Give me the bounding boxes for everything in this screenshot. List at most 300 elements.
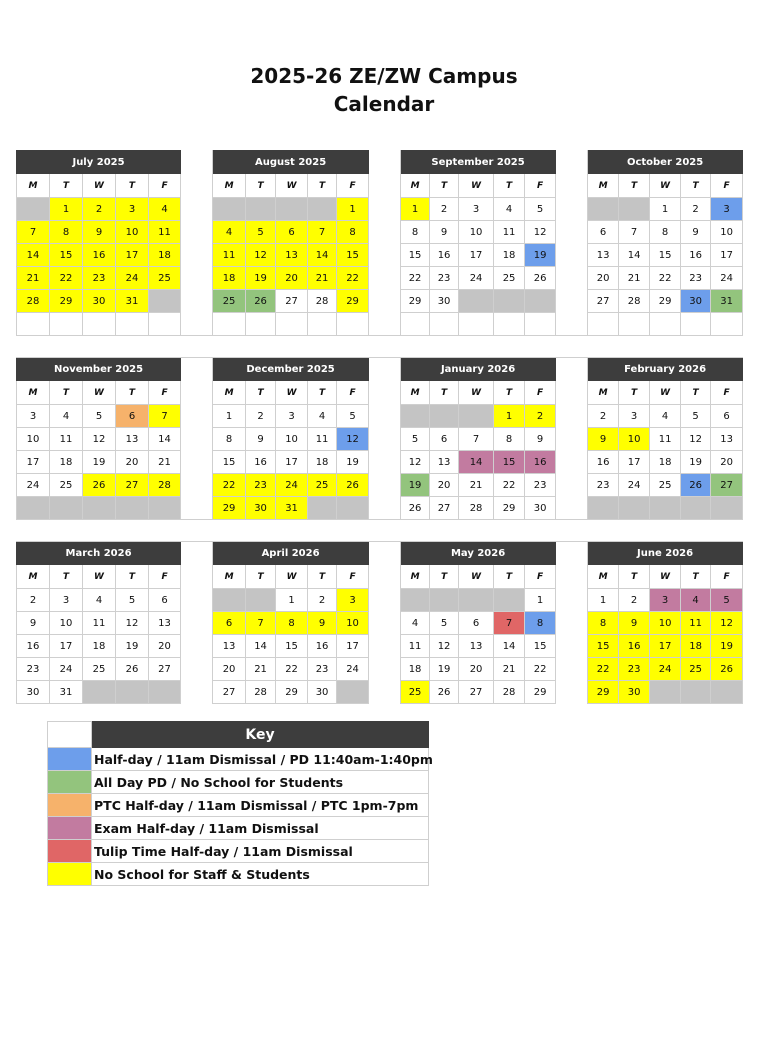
weekday-label: F (337, 565, 369, 589)
day-cell: 3 (459, 198, 494, 221)
column-gap (369, 612, 401, 635)
weekday-label: M (17, 174, 50, 198)
day-cell: 31 (50, 681, 83, 704)
empty-day-cell (588, 497, 619, 520)
column-gap (556, 635, 588, 658)
day-cell: 6 (276, 221, 308, 244)
day-cell: 22 (494, 474, 525, 497)
day-cell: 31 (116, 290, 149, 313)
day-cell: 5 (83, 405, 116, 428)
day-cell: 29 (525, 681, 556, 704)
day-cell: 29 (401, 290, 430, 313)
day-cell: 25 (650, 474, 681, 497)
day-cell: 21 (459, 474, 494, 497)
weekday-label: W (650, 565, 681, 589)
day-cell: 1 (50, 198, 83, 221)
day-cell: 13 (213, 635, 246, 658)
day-cell: 26 (711, 658, 743, 681)
empty-day-cell (149, 290, 181, 313)
day-cell: 28 (17, 290, 50, 313)
weekday-label: M (213, 174, 246, 198)
day-cell: 10 (711, 221, 743, 244)
day-cell: 29 (494, 497, 525, 520)
empty-day-cell (246, 589, 276, 612)
day-cell: 30 (83, 290, 116, 313)
day-cell: 8 (525, 612, 556, 635)
column-gap (369, 198, 401, 221)
day-cell: 20 (116, 451, 149, 474)
month-header: January 2026 (401, 358, 556, 381)
empty-day-cell (246, 313, 276, 336)
day-cell: 12 (246, 244, 276, 267)
day-cell: 7 (149, 405, 181, 428)
day-cell: 25 (83, 658, 116, 681)
day-cell: 18 (149, 244, 181, 267)
empty-day-cell (213, 198, 246, 221)
day-cell: 14 (246, 635, 276, 658)
key-label: Tulip Time Half-day / 11am Dismissal (92, 840, 429, 863)
month-header: November 2025 (17, 358, 181, 381)
empty-day-cell (459, 405, 494, 428)
column-gap (369, 358, 401, 381)
weekday-label: M (213, 381, 246, 405)
day-cell: 31 (711, 290, 743, 313)
weekday-label: F (711, 381, 743, 405)
day-cell: 9 (619, 612, 650, 635)
empty-day-cell (619, 497, 650, 520)
day-cell: 4 (650, 405, 681, 428)
empty-day-cell (459, 313, 494, 336)
day-cell: 23 (681, 267, 711, 290)
day-cell: 10 (116, 221, 149, 244)
day-cell: 5 (711, 589, 743, 612)
empty-day-cell (308, 313, 337, 336)
day-cell: 4 (681, 589, 711, 612)
month-header-row (17, 151, 743, 174)
day-cell: 22 (588, 658, 619, 681)
column-gap (369, 381, 401, 405)
empty-day-cell (308, 198, 337, 221)
day-cell: 22 (337, 267, 369, 290)
day-cell: 8 (494, 428, 525, 451)
day-cell: 28 (619, 290, 650, 313)
day-cell: 16 (83, 244, 116, 267)
day-cell: 11 (681, 612, 711, 635)
week-row (17, 221, 743, 244)
weekday-label: F (525, 381, 556, 405)
column-gap (181, 542, 213, 565)
day-cell: 3 (619, 405, 650, 428)
day-cell: 22 (50, 267, 83, 290)
day-cell: 25 (681, 658, 711, 681)
empty-day-cell (494, 313, 525, 336)
weekday-label: M (588, 174, 619, 198)
day-cell: 2 (308, 589, 337, 612)
empty-day-cell (459, 290, 494, 313)
column-gap (181, 174, 213, 198)
week-row (17, 612, 743, 635)
weekday-label: T (494, 174, 525, 198)
month-header: October 2025 (588, 151, 743, 174)
day-cell: 15 (276, 635, 308, 658)
column-gap (181, 565, 213, 589)
day-cell: 21 (246, 658, 276, 681)
day-cell: 15 (588, 635, 619, 658)
day-cell: 18 (401, 658, 430, 681)
weekday-label: M (401, 381, 430, 405)
day-cell: 6 (711, 405, 743, 428)
day-cell: 9 (588, 428, 619, 451)
day-cell: 26 (246, 290, 276, 313)
key-label: No School for Staff & Students (92, 863, 429, 886)
weekday-label: M (17, 381, 50, 405)
week-row (17, 267, 743, 290)
day-cell: 24 (50, 658, 83, 681)
weekday-label: T (246, 381, 276, 405)
day-cell: 26 (116, 658, 149, 681)
column-gap (181, 290, 213, 313)
day-cell: 22 (401, 267, 430, 290)
column-gap (369, 451, 401, 474)
day-cell: 7 (246, 612, 276, 635)
day-cell: 29 (337, 290, 369, 313)
day-cell: 2 (525, 405, 556, 428)
day-cell: 10 (17, 428, 50, 451)
day-cell: 3 (650, 589, 681, 612)
day-cell: 13 (276, 244, 308, 267)
day-cell: 20 (588, 267, 619, 290)
day-cell: 10 (619, 428, 650, 451)
day-cell: 5 (246, 221, 276, 244)
empty-day-cell (681, 313, 711, 336)
day-cell: 3 (711, 198, 743, 221)
weekday-label: T (50, 381, 83, 405)
day-cell: 11 (650, 428, 681, 451)
day-cell: 2 (588, 405, 619, 428)
day-cell: 16 (525, 451, 556, 474)
column-gap (181, 151, 213, 174)
day-cell: 21 (308, 267, 337, 290)
day-cell: 21 (17, 267, 50, 290)
band-spacer (17, 336, 743, 358)
weekday-label: T (50, 565, 83, 589)
weekday-label: M (588, 381, 619, 405)
column-gap (181, 612, 213, 635)
week-row (17, 313, 743, 336)
empty-day-cell (116, 313, 149, 336)
column-gap (556, 612, 588, 635)
day-cell: 4 (401, 612, 430, 635)
column-gap (181, 589, 213, 612)
empty-day-cell (430, 589, 459, 612)
day-cell: 26 (83, 474, 116, 497)
day-cell: 15 (525, 635, 556, 658)
day-cell: 1 (213, 405, 246, 428)
day-cell: 20 (276, 267, 308, 290)
day-cell: 1 (276, 589, 308, 612)
day-cell: 1 (650, 198, 681, 221)
day-cell: 8 (337, 221, 369, 244)
day-cell: 14 (17, 244, 50, 267)
day-cell: 4 (308, 405, 337, 428)
weekday-label: T (619, 565, 650, 589)
day-cell: 23 (246, 474, 276, 497)
month-header: July 2025 (17, 151, 181, 174)
day-cell: 14 (619, 244, 650, 267)
empty-day-cell (149, 497, 181, 520)
day-cell: 6 (116, 405, 149, 428)
day-cell: 14 (149, 428, 181, 451)
column-gap (556, 451, 588, 474)
empty-day-cell (588, 313, 619, 336)
day-cell: 8 (50, 221, 83, 244)
weekday-label: F (711, 565, 743, 589)
day-cell: 10 (459, 221, 494, 244)
day-cell: 9 (525, 428, 556, 451)
day-cell: 3 (50, 589, 83, 612)
day-cell: 12 (401, 451, 430, 474)
day-cell: 31 (276, 497, 308, 520)
column-gap (369, 565, 401, 589)
day-cell: 2 (246, 405, 276, 428)
weekday-label: F (711, 174, 743, 198)
day-cell: 18 (213, 267, 246, 290)
weekday-label: F (149, 565, 181, 589)
day-cell: 30 (17, 681, 50, 704)
day-cell: 4 (149, 198, 181, 221)
day-cell: 29 (50, 290, 83, 313)
day-cell: 30 (430, 290, 459, 313)
column-gap (181, 267, 213, 290)
column-gap (556, 267, 588, 290)
empty-day-cell (681, 497, 711, 520)
day-cell: 28 (459, 497, 494, 520)
day-cell: 23 (17, 658, 50, 681)
weekday-label: W (276, 381, 308, 405)
day-cell: 27 (213, 681, 246, 704)
weekday-label: M (401, 565, 430, 589)
day-cell: 6 (588, 221, 619, 244)
day-cell: 11 (50, 428, 83, 451)
weekday-label: W (276, 174, 308, 198)
weekday-label: T (430, 381, 459, 405)
day-cell: 16 (588, 451, 619, 474)
day-cell: 2 (17, 589, 50, 612)
day-cell: 30 (308, 681, 337, 704)
empty-day-cell (213, 313, 246, 336)
column-gap (369, 244, 401, 267)
empty-day-cell (276, 198, 308, 221)
weekday-label: T (494, 381, 525, 405)
day-cell: 22 (276, 658, 308, 681)
weekday-label: T (494, 565, 525, 589)
day-cell: 24 (337, 658, 369, 681)
week-row (17, 290, 743, 313)
key-legend (47, 721, 433, 886)
column-gap (181, 658, 213, 681)
column-gap (369, 497, 401, 520)
empty-day-cell (711, 497, 743, 520)
empty-day-cell (213, 589, 246, 612)
empty-day-cell (149, 681, 181, 704)
day-cell: 27 (459, 681, 494, 704)
column-gap (181, 221, 213, 244)
week-row (17, 635, 743, 658)
day-cell: 18 (494, 244, 525, 267)
band-spacer (17, 520, 743, 542)
day-cell: 25 (308, 474, 337, 497)
day-cell: 14 (459, 451, 494, 474)
day-cell: 17 (17, 451, 50, 474)
empty-day-cell (50, 313, 83, 336)
empty-day-cell (401, 313, 430, 336)
column-gap (369, 542, 401, 565)
weekday-label: T (430, 565, 459, 589)
day-cell: 3 (276, 405, 308, 428)
column-gap (181, 405, 213, 428)
key-label: PTC Half-day / 11am Dismissal / PTC 1pm-7pm (92, 794, 429, 817)
day-cell: 18 (83, 635, 116, 658)
day-cell: 25 (213, 290, 246, 313)
day-cell: 6 (430, 428, 459, 451)
day-cell: 26 (337, 474, 369, 497)
day-cell: 9 (430, 221, 459, 244)
column-gap (181, 358, 213, 381)
column-gap (369, 405, 401, 428)
weekday-label: M (588, 565, 619, 589)
day-cell: 9 (246, 428, 276, 451)
empty-day-cell (681, 681, 711, 704)
day-cell: 24 (17, 474, 50, 497)
week-row (17, 244, 743, 267)
week-row (17, 589, 743, 612)
day-cell: 23 (525, 474, 556, 497)
day-cell: 28 (246, 681, 276, 704)
page-title-line1: 2025-26 ZE/ZW Campus (250, 64, 518, 88)
day-cell: 26 (525, 267, 556, 290)
day-cell: 19 (681, 451, 711, 474)
day-cell: 23 (430, 267, 459, 290)
empty-day-cell (650, 681, 681, 704)
weekday-label: W (459, 381, 494, 405)
page-title (0, 62, 768, 118)
column-gap (369, 428, 401, 451)
key-row (48, 863, 429, 886)
calendar-grid (16, 150, 743, 704)
column-gap (369, 589, 401, 612)
week-row (17, 497, 743, 520)
weekday-label: W (650, 381, 681, 405)
column-gap (181, 451, 213, 474)
day-cell: 5 (430, 612, 459, 635)
day-cell: 30 (246, 497, 276, 520)
day-cell: 24 (116, 267, 149, 290)
day-cell: 8 (213, 428, 246, 451)
day-cell: 12 (430, 635, 459, 658)
day-cell: 17 (459, 244, 494, 267)
day-cell: 24 (459, 267, 494, 290)
column-gap (181, 381, 213, 405)
empty-day-cell (83, 313, 116, 336)
day-cell: 16 (430, 244, 459, 267)
day-cell: 10 (337, 612, 369, 635)
day-cell: 19 (246, 267, 276, 290)
month-header: June 2026 (588, 542, 743, 565)
column-gap (556, 290, 588, 313)
day-cell: 3 (337, 589, 369, 612)
day-cell: 30 (681, 290, 711, 313)
day-cell: 12 (337, 428, 369, 451)
day-cell: 10 (650, 612, 681, 635)
key-swatch (48, 817, 92, 840)
day-cell: 7 (619, 221, 650, 244)
day-cell: 6 (213, 612, 246, 635)
day-cell: 13 (711, 428, 743, 451)
day-cell: 1 (525, 589, 556, 612)
day-cell: 15 (650, 244, 681, 267)
month-header-row (17, 542, 743, 565)
weekday-label: F (525, 174, 556, 198)
column-gap (556, 151, 588, 174)
weekday-label: T (308, 174, 337, 198)
day-cell: 17 (619, 451, 650, 474)
column-gap (369, 681, 401, 704)
key-label: Half-day / 11am Dismissal / PD 11:40am-1:40pm (92, 748, 429, 771)
day-cell: 20 (459, 658, 494, 681)
day-cell: 16 (17, 635, 50, 658)
day-cell: 11 (494, 221, 525, 244)
day-cell: 1 (401, 198, 430, 221)
day-cell: 6 (149, 589, 181, 612)
day-cell: 23 (308, 658, 337, 681)
day-cell: 25 (149, 267, 181, 290)
page-title-line2: Calendar (333, 92, 435, 116)
weekday-label: T (50, 174, 83, 198)
empty-day-cell (494, 290, 525, 313)
column-gap (369, 174, 401, 198)
key-swatch (48, 748, 92, 771)
empty-day-cell (50, 497, 83, 520)
day-cell: 8 (588, 612, 619, 635)
empty-day-cell (116, 497, 149, 520)
key-corner (48, 722, 92, 748)
empty-day-cell (711, 313, 743, 336)
day-cell: 9 (681, 221, 711, 244)
day-cell: 9 (308, 612, 337, 635)
day-cell: 16 (681, 244, 711, 267)
weekday-label: T (619, 174, 650, 198)
empty-day-cell (276, 313, 308, 336)
day-cell: 26 (681, 474, 711, 497)
empty-day-cell (494, 589, 525, 612)
column-gap (181, 198, 213, 221)
week-row (17, 658, 743, 681)
weekday-label: W (83, 381, 116, 405)
day-cell: 5 (681, 405, 711, 428)
empty-day-cell (17, 198, 50, 221)
key-label: All Day PD / No School for Students (92, 771, 429, 794)
day-cell: 22 (525, 658, 556, 681)
empty-day-cell (430, 313, 459, 336)
day-cell: 7 (494, 612, 525, 635)
key-title: Key (92, 722, 429, 748)
day-cell: 12 (83, 428, 116, 451)
weekday-label: F (337, 381, 369, 405)
week-row (17, 405, 743, 428)
key-swatch (48, 863, 92, 886)
day-cell: 19 (401, 474, 430, 497)
day-cell: 1 (588, 589, 619, 612)
